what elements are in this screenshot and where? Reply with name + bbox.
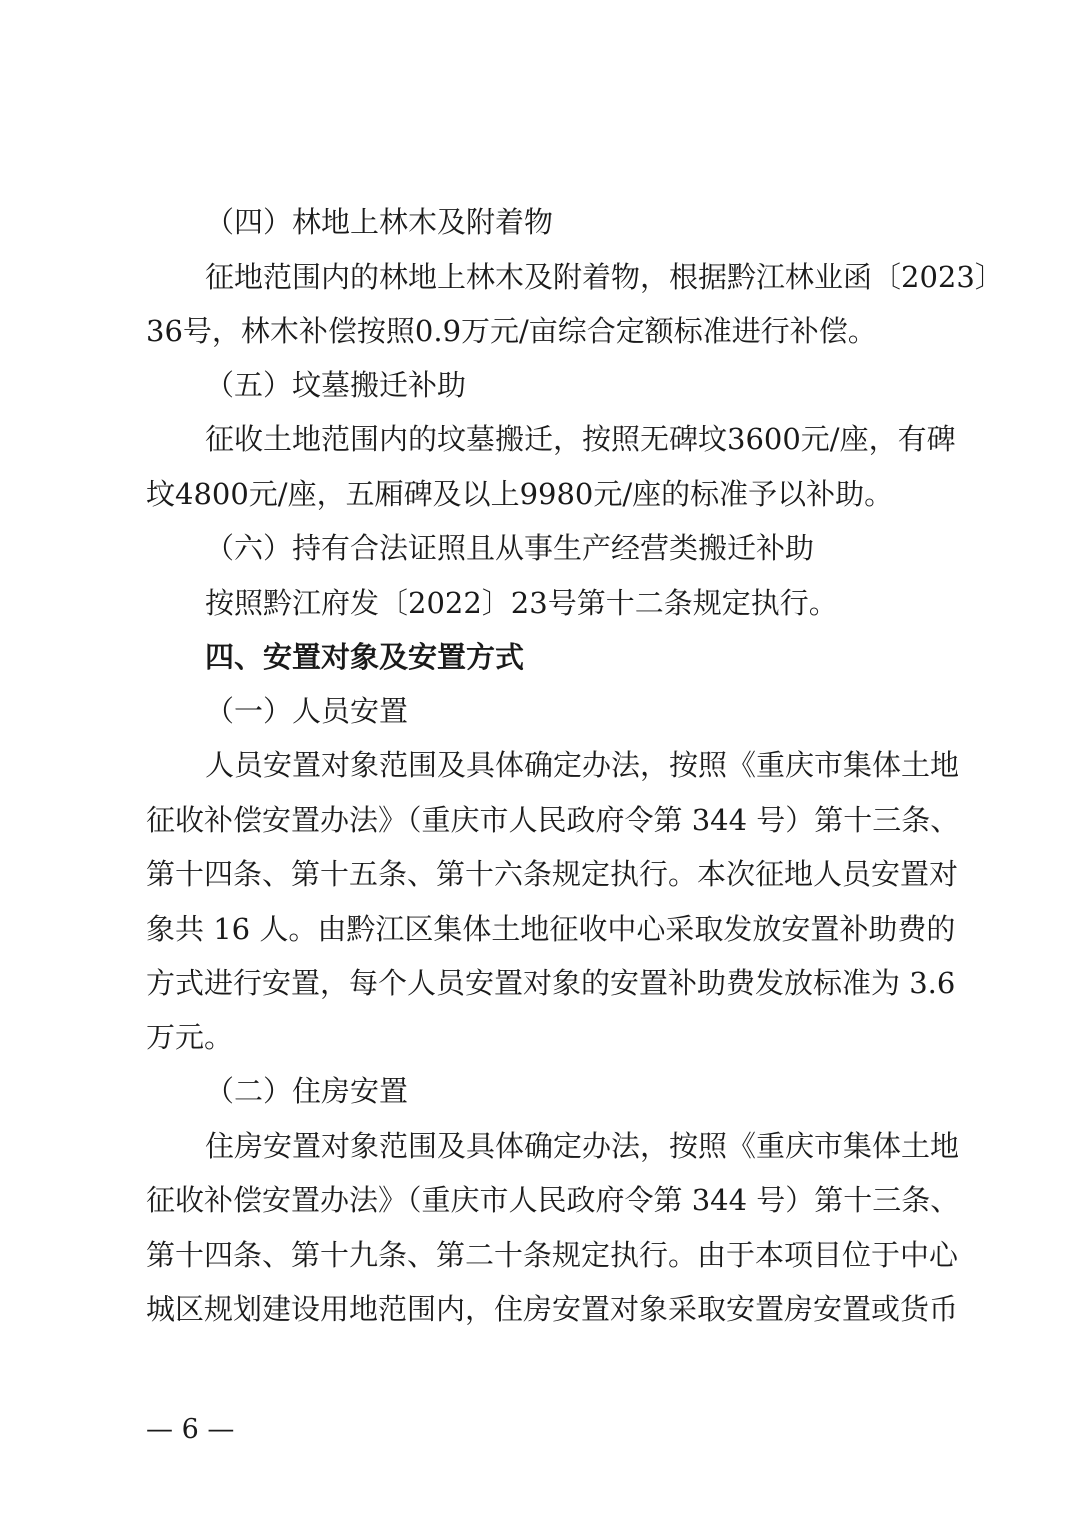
paragraph-line: 住房安置对象范围及具体确定办法，按照《重庆市集体土地 [205,1129,960,1163]
section-heading-forest-attachments: （四）林地上林木及附着物 [205,205,554,239]
paragraph-line: 象共 16 人。由黔江区集体土地征收中心采取发放安置补助费的 [146,912,956,946]
paragraph-line: 第十四条、第十九条、第二十条规定执行。由于本项目位于中心 [146,1238,959,1272]
paragraph-line: 方式进行安置，每个人员安置对象的安置补助费发放标准为 3.6 [146,966,956,1000]
paragraph-line: 征地范围内的林地上林木及附着物，根据黔江林业函〔2023〕 [205,260,1004,294]
paragraph-line: 36号，林木补偿按照0.9万元/亩综合定额标准进行补偿。 [146,314,877,348]
page-number: — 6 — [146,1414,235,1445]
section-heading-housing-resettlement: （二）住房安置 [205,1074,409,1108]
paragraph-line: 人员安置对象范围及具体确定办法，按照《重庆市集体土地 [205,748,960,782]
paragraph-line: 坟4800元/座，五厢碑及以上9980元/座的标准予以补助。 [146,477,894,511]
chapter-heading-resettlement: 四、安置对象及安置方式 [205,640,525,674]
section-heading-grave-relocation: （五）坟墓搬迁补助 [205,368,467,402]
paragraph-line: 第十四条、第十五条、第十六条规定执行。本次征地人员安置对 [146,857,959,891]
paragraph-line: 征收土地范围内的坟墓搬迁，按照无碑坟3600元/座，有碑 [205,422,956,456]
paragraph-line: 万元。 [146,1020,234,1054]
paragraph-line: 征收补偿安置办法》（重庆市人民政府令第 344 号）第十三条、 [146,1183,960,1217]
section-heading-personnel-resettlement: （一）人员安置 [205,694,409,728]
paragraph-line: 城区规划建设用地范围内，住房安置对象采取安置房安置或货币 [146,1292,959,1326]
section-heading-business-relocation: （六）持有合法证照且从事生产经营类搬迁补助 [205,531,815,565]
paragraph-line: 征收补偿安置办法》（重庆市人民政府令第 344 号）第十三条、 [146,803,960,837]
paragraph-line: 按照黔江府发〔2022〕23号第十二条规定执行。 [205,586,838,620]
